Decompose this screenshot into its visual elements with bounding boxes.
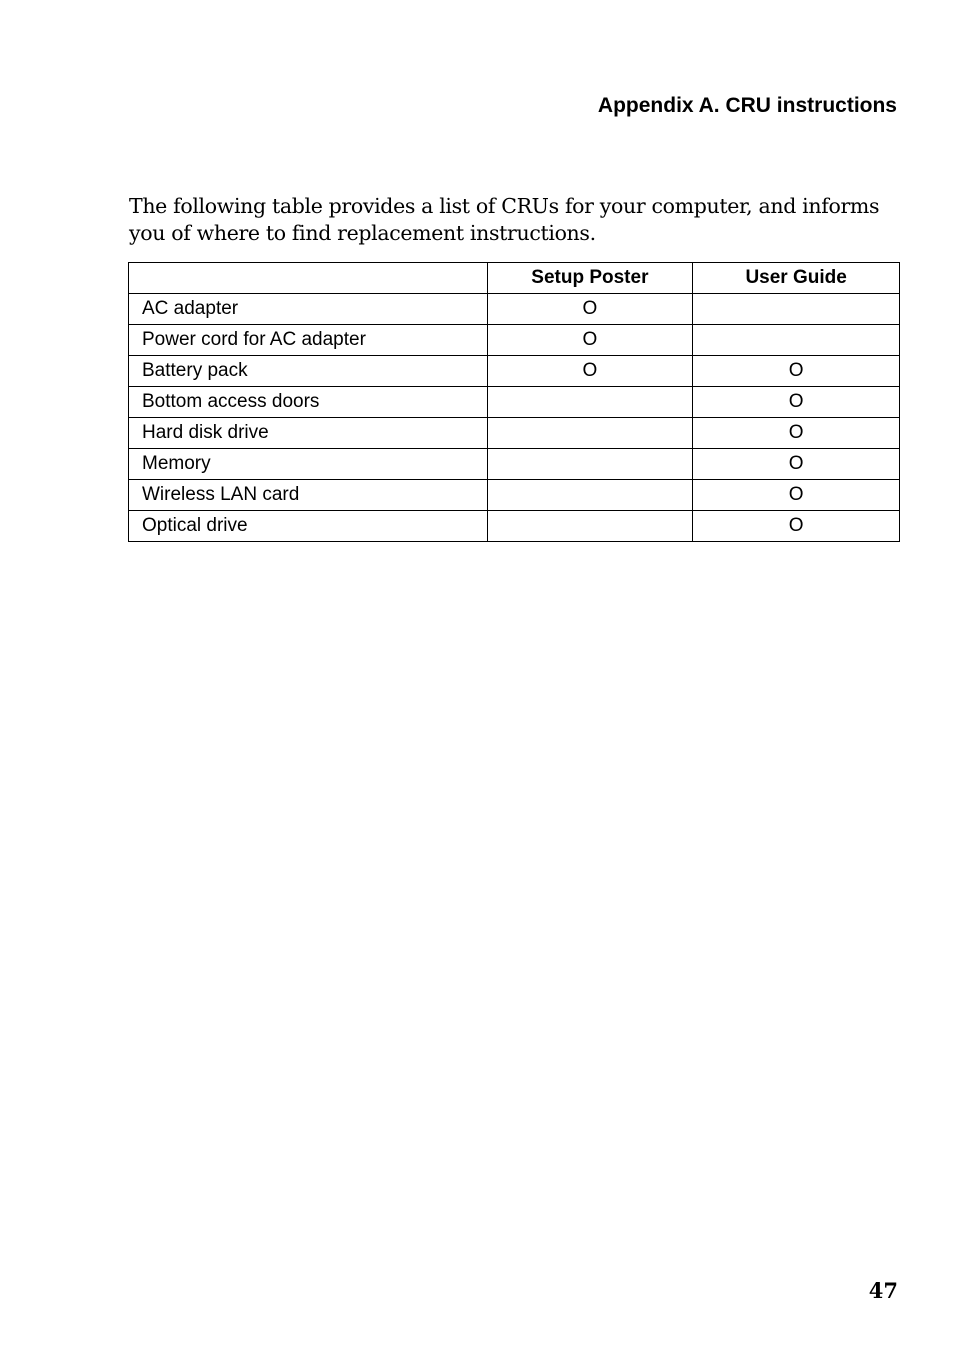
user-guide-cell	[693, 325, 900, 356]
cru-name-cell: Bottom access doors	[129, 387, 488, 418]
cru-name-cell: Wireless LAN card	[129, 480, 488, 511]
table-row	[129, 449, 900, 480]
table-row	[129, 511, 900, 542]
table-row	[129, 325, 900, 356]
cru-name-cell: Optical drive	[129, 511, 488, 542]
setup-poster-cell	[487, 480, 693, 511]
table-row	[129, 387, 900, 418]
setup-poster-cell	[487, 511, 693, 542]
column-header-cru	[129, 263, 488, 294]
setup-poster-cell	[487, 449, 693, 480]
user-guide-cell: O	[693, 356, 900, 387]
cru-name-cell: Battery pack	[129, 356, 488, 387]
table-header-row	[129, 263, 900, 294]
cru-name-cell: Memory	[129, 449, 488, 480]
cru-name-cell: Hard disk drive	[129, 418, 488, 449]
user-guide-cell: O	[693, 449, 900, 480]
setup-poster-cell: O	[487, 356, 693, 387]
user-guide-cell: O	[693, 418, 900, 449]
column-header-setup-poster: Setup Poster	[487, 263, 693, 294]
cru-name-cell: Power cord for AC adapter	[129, 325, 488, 356]
intro-paragraph: The following table provides a list of CRUs for your computer, and informs you of where to find replacement instructions.	[129, 194, 880, 245]
setup-poster-cell	[487, 387, 693, 418]
cru-table	[128, 262, 900, 542]
table-row	[129, 294, 900, 325]
setup-poster-cell: O	[487, 294, 693, 325]
setup-poster-cell: O	[487, 325, 693, 356]
column-header-user-guide: User Guide	[693, 263, 900, 294]
table-row	[129, 480, 900, 511]
setup-poster-cell	[487, 418, 693, 449]
user-guide-cell: O	[693, 480, 900, 511]
user-guide-cell: O	[693, 387, 900, 418]
user-guide-cell: O	[693, 511, 900, 542]
page-number: 47	[868, 1278, 898, 1303]
table-row	[129, 418, 900, 449]
page-header-title: Appendix A. CRU instructions	[597, 94, 897, 117]
cru-name-cell: AC adapter	[129, 294, 488, 325]
user-guide-cell	[693, 294, 900, 325]
table-row	[129, 356, 900, 387]
